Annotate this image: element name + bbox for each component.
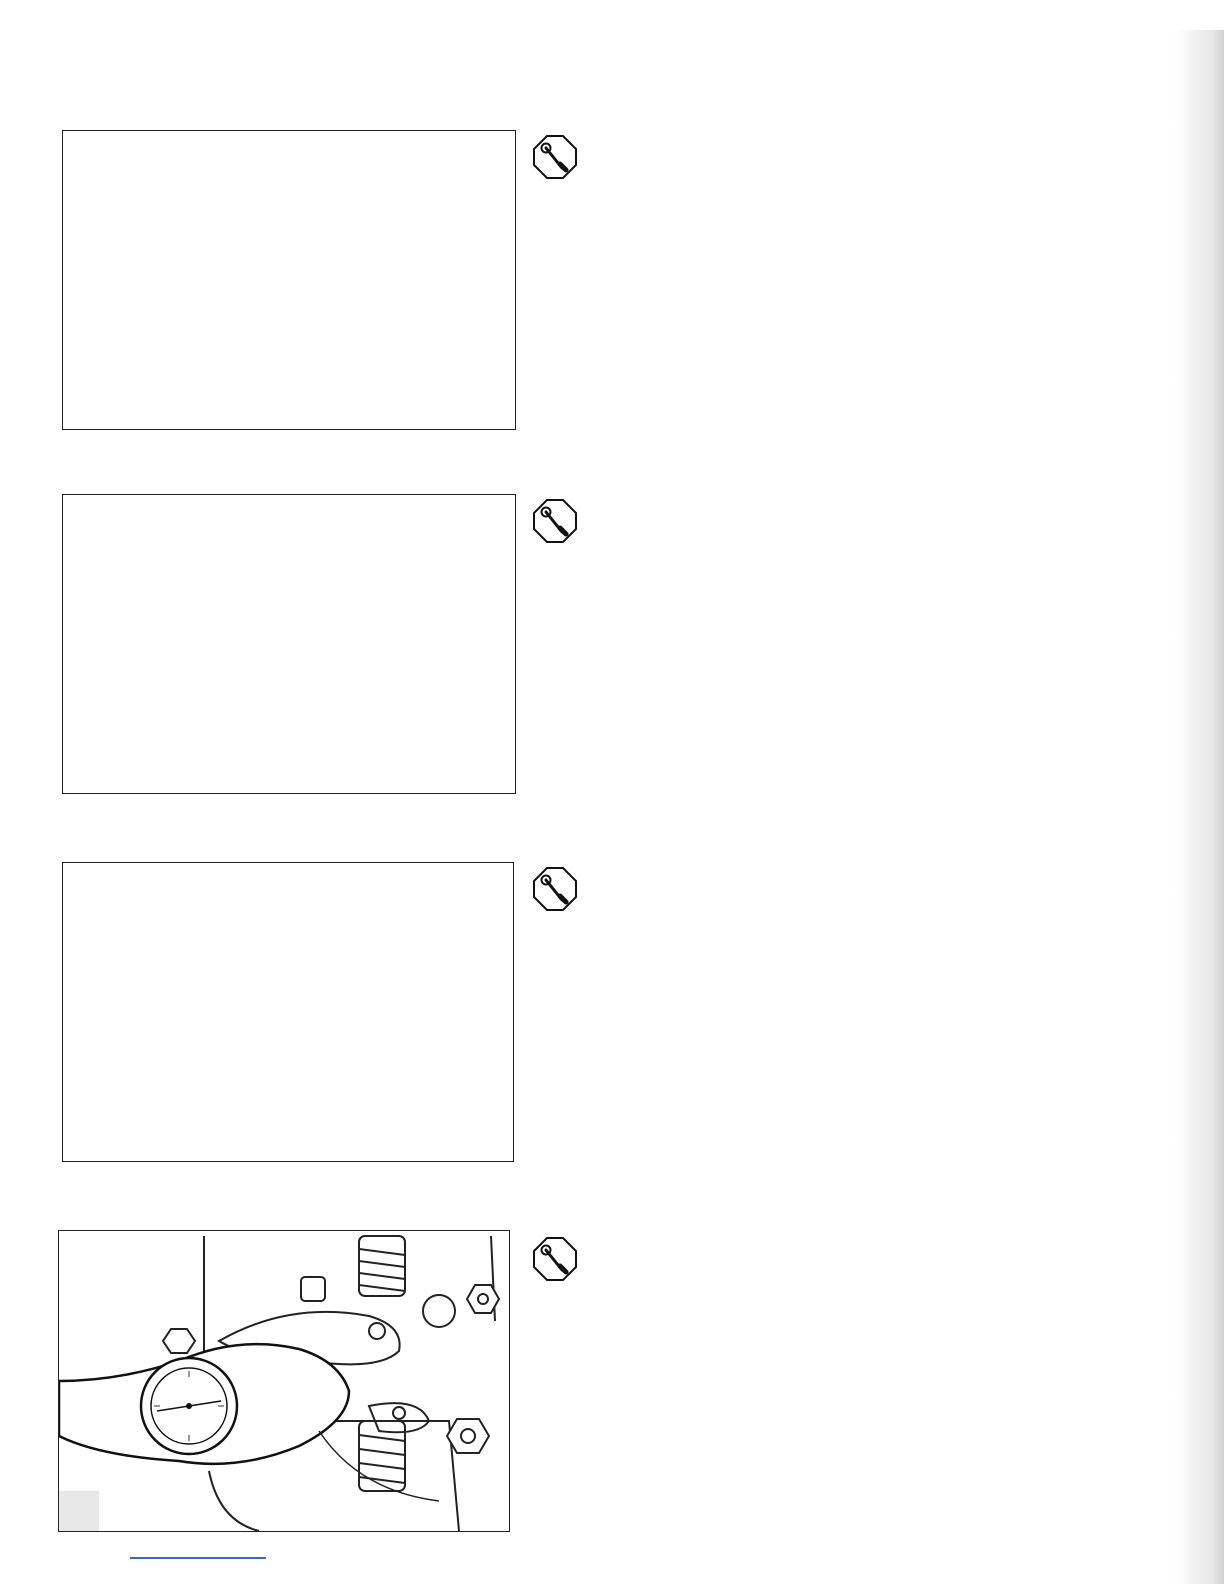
- figure-panel-4: [58, 1230, 510, 1532]
- torque-wrench-icon: [532, 1236, 578, 1282]
- torque-wrench-icon: [532, 866, 578, 912]
- torque-wrench-icon: [532, 134, 578, 180]
- figure-panel-1: [62, 130, 516, 430]
- cylinder-head-diagram-3: [63, 863, 513, 1161]
- figure-panel-3: [62, 862, 514, 1162]
- cylinder-head-diagram-2: [63, 495, 515, 793]
- torque-wrench-photo: [59, 1231, 509, 1531]
- torque-wrench-icon: [532, 498, 578, 544]
- scan-artifact-line: [130, 1557, 266, 1559]
- scan-shadow: [1174, 30, 1224, 1584]
- cylinder-head-diagram-1: [63, 131, 515, 429]
- figure-panel-2: [62, 494, 516, 794]
